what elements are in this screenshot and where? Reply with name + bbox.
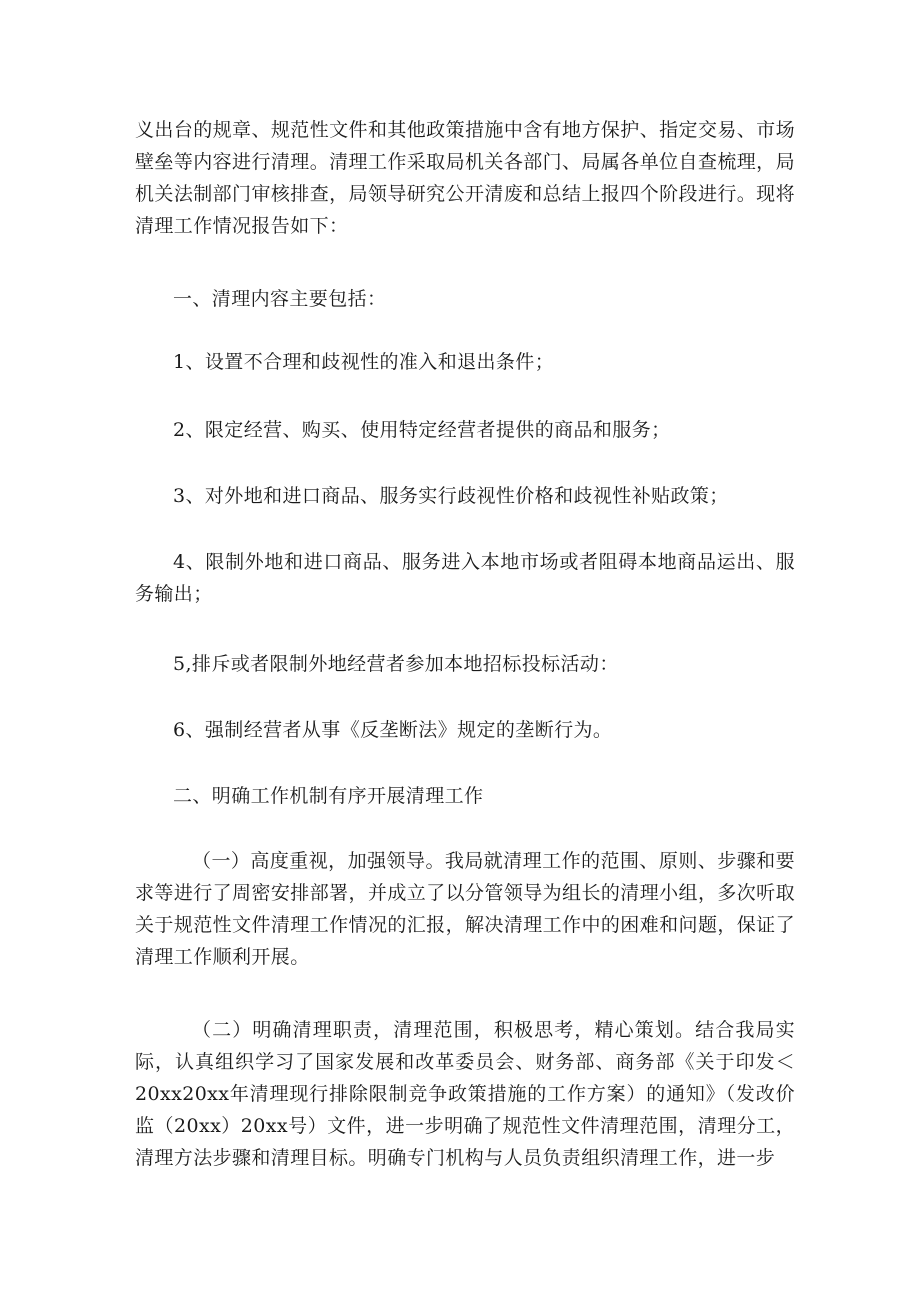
- list-item-1: 1、设置不合理和歧视性的准入和退出条件；: [173, 351, 555, 373]
- list-item-3: 3、对外地和进口商品、服务实行歧视性价格和歧视性补贴政策；: [173, 485, 729, 507]
- paragraph-subsection-2: （二）明确清理职责，清理范围，积极思考，精心策划。结合我局实际，认真组织学习了国家发展和改革委员会、财务部、商务部《关于印发＜20xx20xx年清理现行排除限制竞争政策措施的工作方案）的通知》（发改价监（20xx）20xx号）文件，进一步明确了规范性文件清理范围，清理分工，清理方法步骤和清理目标。明确专门机构与人员负责组织清理工作，进一步: [135, 1019, 795, 1169]
- heading-section-2: 二、明确工作机制有序开展清理工作: [173, 785, 484, 807]
- heading-section-1: 一、清理内容主要包括：: [173, 288, 387, 310]
- paragraph-intro: 义出台的规章、规范性文件和其他政策措施中含有地方保护、指定交易、市场壁垒等内容进行清理。清理工作采取局机关各部门、局属各单位自查梳理，局机关法制部门审核排查，局领导研究公开清废和总结上报四个阶段进行。现将清理工作情况报告如下：: [135, 119, 795, 237]
- list-item-6: 6、强制经营者从事《反垄断法》规定的垄断行为。: [173, 719, 613, 741]
- list-item-4: 4、限制外地和进口商品、服务进入本地市场或者阻碍本地商品运出、服务输出；: [135, 551, 795, 605]
- list-item-5: 5,排斥或者限制外地经营者参加本地招标投标活动：: [173, 653, 619, 675]
- list-item-2: 2、限定经营、购买、使用特定经营者提供的商品和服务；: [173, 419, 671, 441]
- paragraph-subsection-1: （一）高度重视，加强领导。我局就清理工作的范围、原则、步骤和要求等进行了周密安排部署，并成立了以分管领导为组长的清理小组，多次听取关于规范性文件清理工作情况的汇报，解决清理工作中的困难和问题，保证了清理工作顺利开展。: [135, 850, 795, 968]
